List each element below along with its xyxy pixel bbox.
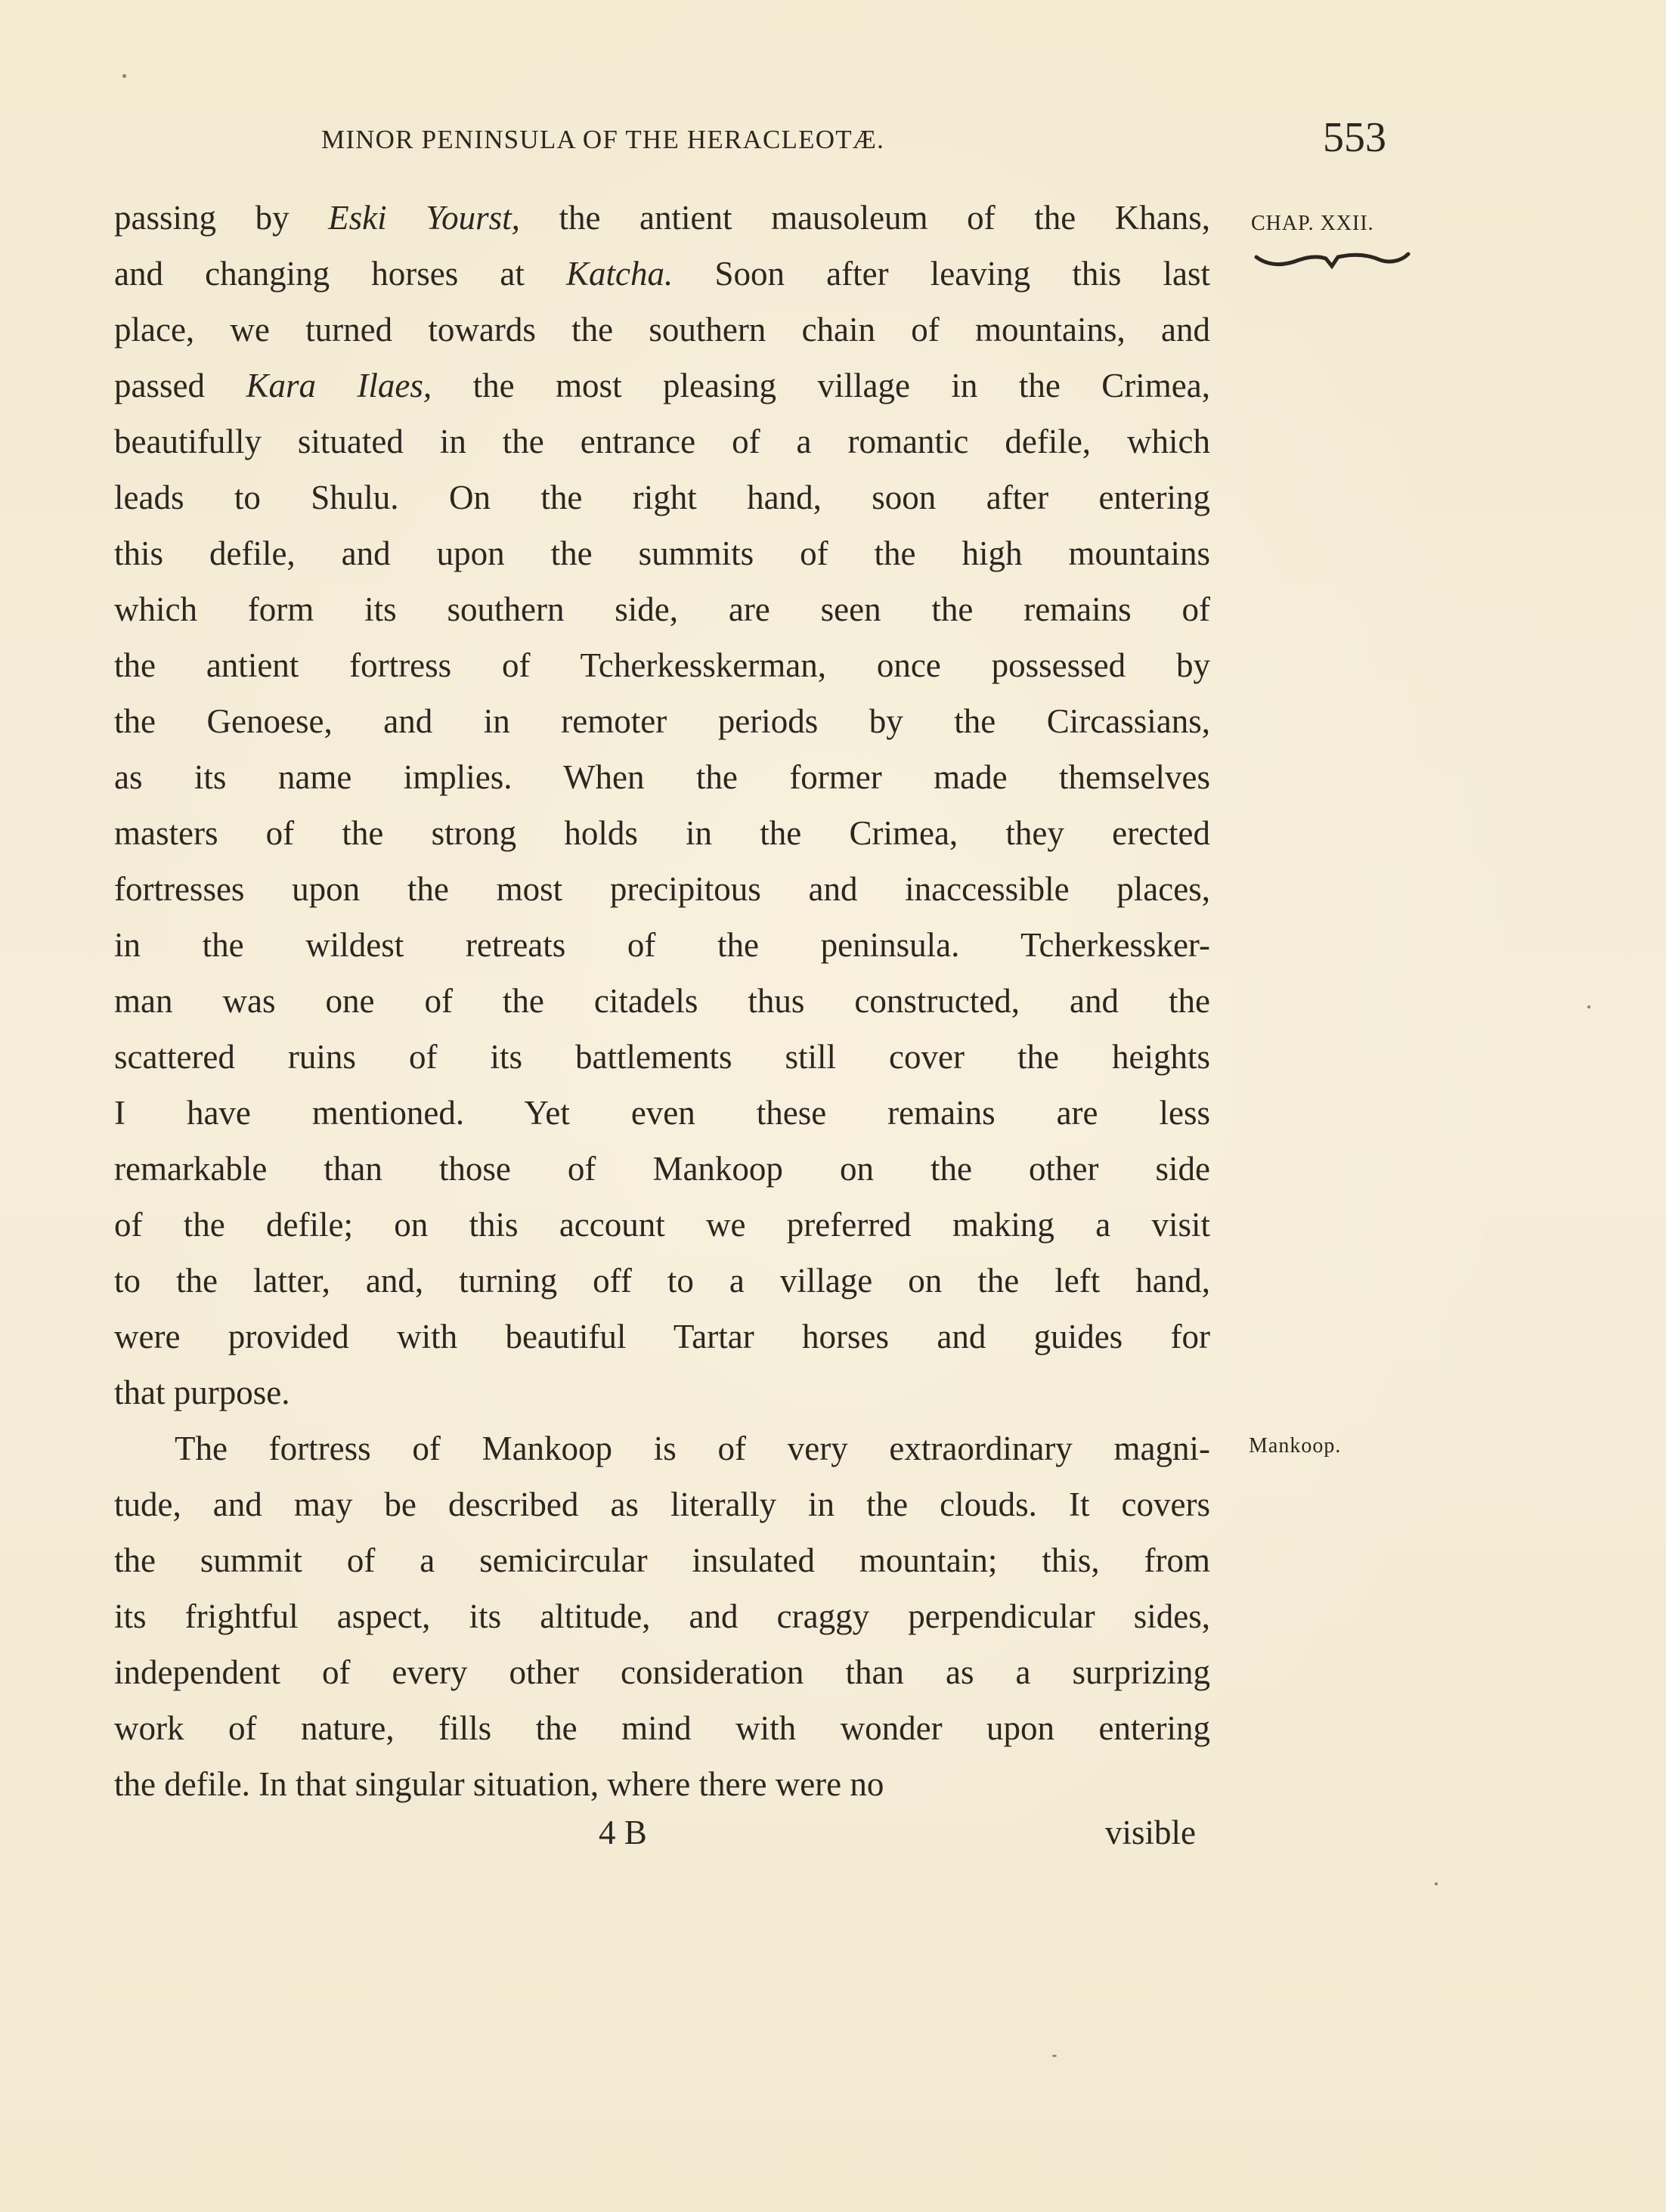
text-segment: The fortress of Mankoop is of very extraordinary magni- [175, 1430, 1210, 1467]
text-line [114, 581, 1210, 637]
text-line [114, 190, 1210, 246]
text-segment: as its name implies. When the former made themselves [114, 758, 1210, 796]
text-segment: passed [114, 367, 246, 404]
text-segment: this defile, and upon the summits of the high mountains [114, 534, 1210, 572]
text-segment: leads to Shulu. On the right hand, soon after entering [114, 479, 1210, 516]
text-line [114, 805, 1210, 861]
italic-place-name: Katcha. [566, 255, 674, 293]
text-segment: work of nature, fills the mind with wonder upon entering [114, 1709, 1210, 1747]
foxing-speck [1052, 2055, 1057, 2057]
text-line [114, 1085, 1210, 1141]
text-segment: tude, and may be described as literally in the clouds. It covers [114, 1486, 1210, 1523]
text-line [114, 1141, 1210, 1197]
text-line [114, 469, 1210, 525]
text-line [114, 302, 1210, 358]
text-segment: were provided with beautiful Tartar horses and guides for [114, 1318, 1210, 1355]
text-line [114, 525, 1210, 581]
text-segment: scattered ruins of its battlements still cover the heights [114, 1038, 1210, 1076]
text-line [114, 1532, 1210, 1588]
signature-mark: 4 B [599, 1814, 647, 1851]
body-text [114, 190, 1210, 1812]
marginal-note-mankoop: Mankoop. [1249, 1434, 1342, 1458]
text-line [114, 749, 1210, 805]
text-segment: of the defile; on this account we preferred making a visit [114, 1206, 1210, 1244]
foxing-speck [1587, 1005, 1590, 1008]
italic-place-name: Kara Ilaes, [246, 367, 432, 404]
foxing-speck [1435, 1882, 1438, 1885]
text-segment: fortresses upon the most precipitous and inaccessible places, [114, 870, 1210, 908]
text-segment: to the latter, and, turning off to a village on the left hand, [114, 1262, 1210, 1300]
text-segment: man was one of the citadels thus constructed, and the [114, 982, 1210, 1020]
text-line [114, 693, 1210, 749]
chapter-marginal-note: CHAP. XXII. [1251, 212, 1374, 235]
text-line [114, 1420, 1210, 1476]
text-line [114, 861, 1210, 917]
page-number: 553 [1323, 114, 1386, 161]
text-line [114, 1309, 1210, 1365]
text-segment: masters of the strong holds in the Crimea, they erected [114, 814, 1210, 852]
text-line [114, 358, 1210, 414]
text-segment: Soon after leaving this last [673, 255, 1210, 293]
text-line [114, 246, 1210, 302]
text-segment: the antient mausoleum of the Khans, [519, 199, 1210, 237]
text-segment: that purpose. [114, 1374, 290, 1411]
catchword: visible [1105, 1814, 1196, 1851]
text-segment: the summit of a semicircular insulated mountain; this, from [114, 1541, 1210, 1579]
text-line [114, 1197, 1210, 1253]
text-segment: independent of every other consideration than as a surprizing [114, 1653, 1210, 1691]
italic-place-name: Eski Yourst, [328, 199, 520, 237]
text-line [114, 1644, 1210, 1700]
text-segment: remarkable than those of Mankoop on the other side [114, 1150, 1210, 1188]
text-line [114, 1588, 1210, 1644]
text-segment: which form its southern side, are seen the remains of [114, 590, 1210, 628]
text-line [114, 637, 1210, 693]
text-segment: the defile. In that singular situation, where there were no [114, 1765, 884, 1803]
text-line [114, 1253, 1210, 1309]
foxing-speck [122, 74, 126, 78]
text-line [114, 973, 1210, 1029]
text-line [114, 1029, 1210, 1085]
text-line [114, 1756, 1210, 1812]
text-line [114, 1700, 1210, 1756]
text-line [114, 1476, 1210, 1532]
text-segment: the most pleasing village in the Crimea, [432, 367, 1210, 404]
text-segment: its frightful aspect, its altitude, and craggy perpendicular sides, [114, 1597, 1210, 1635]
text-segment: the antient fortress of Tcherkesskerman, once possessed by [114, 646, 1210, 684]
text-segment: in the wildest retreats of the peninsula. Tcherkessker- [114, 926, 1210, 964]
text-line [114, 1365, 1210, 1420]
text-line [114, 414, 1210, 469]
text-segment: the Genoese, and in remoter periods by the Circassians, [114, 702, 1210, 740]
ornament-flourish-icon [1253, 251, 1412, 271]
text-segment: place, we turned towards the southern chain of mountains, and [114, 311, 1210, 349]
text-segment: passing by [114, 199, 329, 237]
text-segment: beautifully situated in the entrance of a romantic defile, which [114, 423, 1210, 460]
text-segment: and changing horses at [114, 255, 567, 293]
running-head: MINOR PENINSULA OF THE HERACLEOTÆ. [321, 125, 885, 154]
text-segment: I have mentioned. Yet even these remains are less [114, 1094, 1210, 1132]
text-line [114, 917, 1210, 973]
